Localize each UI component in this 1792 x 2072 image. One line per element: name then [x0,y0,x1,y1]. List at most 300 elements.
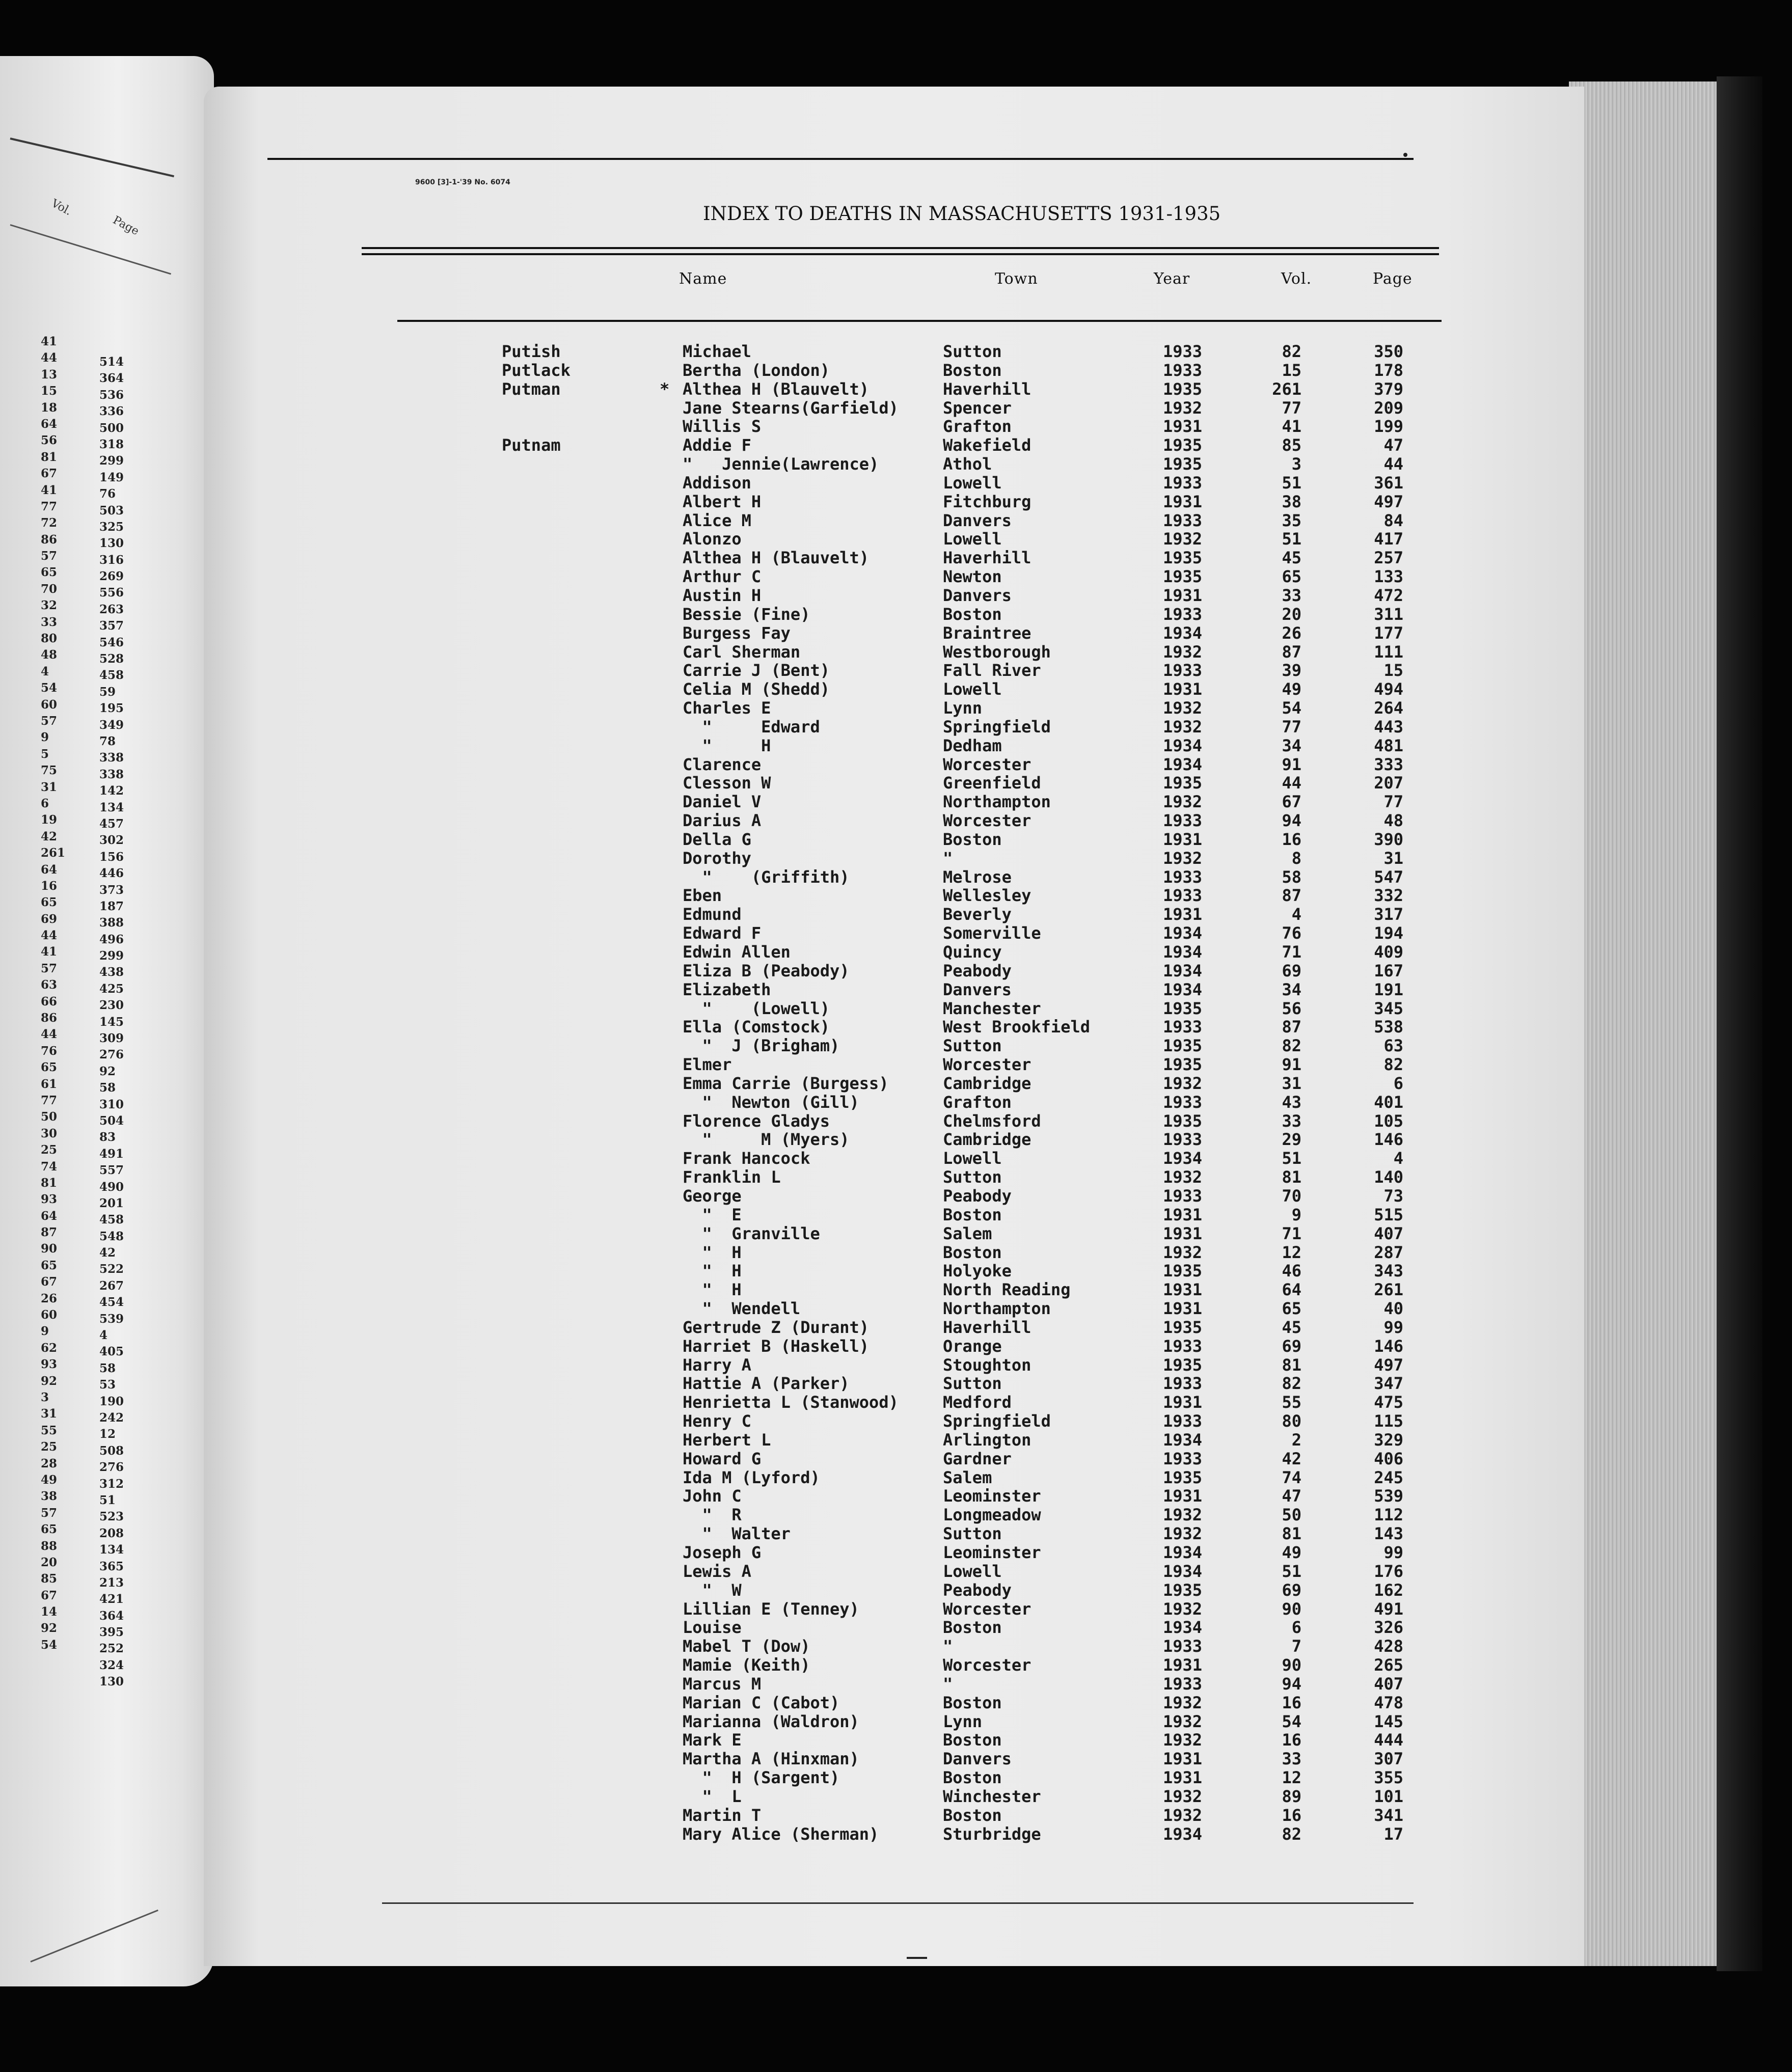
town-cell: " [943,1674,953,1694]
town-cell: " [943,848,953,868]
page-cell: 73 [1383,1186,1403,1206]
town-cell: Newton [943,567,1002,587]
year-cell: 1931 [1162,492,1202,511]
table-row [499,1356,1416,1375]
given-name-cell: Daniel V [683,792,762,812]
year-cell: 1934 [1162,1618,1202,1638]
surname-cell: Putlack [502,360,571,380]
given-name-cell: Eben [683,886,722,906]
vol-cell: 85 [1282,435,1301,455]
left-page-number: 528 [99,652,124,666]
left-vol-number: 4 [41,664,49,678]
town-cell: Boston [943,1693,1002,1712]
page-cell: 145 [1374,1711,1403,1731]
table-row [499,1450,1416,1468]
given-name-cell: Joseph G [683,1543,762,1562]
given-name-cell: " Granville [683,1223,820,1243]
left-vol-number: 41 [41,483,58,497]
left-vol-number: 90 [41,1242,58,1256]
vol-cell: 51 [1282,529,1301,549]
page-cell: 105 [1374,1111,1403,1131]
given-name-cell: " Newton (Gill) [683,1092,859,1112]
town-cell: Holyoke [943,1261,1012,1281]
double-rule-top [362,247,1439,249]
year-cell: 1931 [1162,1393,1202,1412]
page-cell: 287 [1374,1242,1403,1262]
page-cell: 407 [1374,1674,1403,1694]
page-cell: 407 [1374,1223,1403,1243]
vol-cell: 80 [1282,1411,1301,1431]
given-name-cell: Herbert L [683,1430,771,1450]
page-cell: 167 [1374,961,1403,980]
left-vol-number: 54 [41,1638,58,1652]
left-vol-number: 85 [41,1572,58,1586]
left-vol-number: 81 [41,450,58,464]
given-name-cell: Howard G [683,1449,762,1468]
left-page-number: 364 [99,1608,124,1623]
vol-cell: 50 [1282,1505,1301,1525]
page-cell: 99 [1383,1317,1403,1337]
table-row [499,455,1416,474]
left-page-number: 405 [99,1345,124,1359]
left-page-number: 318 [99,437,124,451]
page-cell: 307 [1374,1749,1403,1769]
town-cell: Haverhill [943,548,1031,568]
page-cell: 44 [1383,454,1403,474]
year-cell: 1932 [1162,1711,1202,1731]
town-cell: Boston [943,1768,1002,1788]
left-vol-number: 57 [41,714,58,728]
town-cell: Fitchburg [943,492,1031,511]
page-cell: 409 [1374,942,1403,962]
left-page-number: 208 [99,1526,124,1540]
town-cell: Cambridge [943,1073,1031,1093]
table-row [499,549,1416,567]
vol-cell: 81 [1282,1167,1301,1187]
table-row [499,1600,1416,1619]
left-vol-number: 9 [41,730,49,745]
left-page-number: 546 [99,635,124,649]
left-vol-number: 65 [41,565,58,580]
given-name-cell: Charles E [683,698,771,718]
left-vol-number: 25 [41,1143,58,1157]
town-cell: Winchester [943,1786,1041,1806]
left-page-number: 230 [99,998,124,1013]
table-row [499,1224,1416,1243]
left-page-number: 53 [99,1378,116,1392]
town-cell: Melrose [943,867,1012,887]
town-cell: Athol [943,454,992,474]
table-row [499,1112,1416,1131]
left-vol-number: 6 [41,796,49,810]
town-cell: Haverhill [943,379,1031,399]
page-mark [1403,153,1407,157]
table-row [499,962,1416,980]
year-cell: 1933 [1162,1637,1202,1656]
year-cell: 1932 [1162,1599,1202,1619]
town-cell: Worcester [943,1055,1031,1075]
left-vol-number: 65 [41,1060,58,1075]
town-cell: Manchester [943,998,1041,1018]
left-vol-number: 64 [41,417,58,431]
left-page-number: 388 [99,916,124,930]
left-page-number: 299 [99,949,124,963]
table-row [499,924,1416,943]
page-cell: 481 [1374,735,1403,755]
table-row [499,399,1416,418]
left-page-number: 78 [99,734,116,748]
given-name-cell: Celia M (Shedd) [683,679,830,699]
page-cell: 176 [1374,1561,1403,1581]
table-row [499,1374,1416,1393]
page-cell: 31 [1383,848,1403,868]
left-vol-number: 80 [41,632,58,646]
page-cell: 390 [1374,829,1403,849]
town-cell: Westborough [943,642,1051,662]
page-cell: 84 [1383,510,1403,530]
table-row [499,1675,1416,1694]
year-cell: 1931 [1162,829,1202,849]
given-name-cell: Harry A [683,1355,751,1375]
year-cell: 1935 [1162,1580,1202,1600]
index-table [499,342,1416,1844]
left-page-number: 156 [99,850,124,864]
page-cell: 99 [1383,1543,1403,1562]
given-name-cell: Henry C [683,1411,751,1431]
year-cell: 1933 [1162,1130,1202,1150]
table-row [499,1581,1416,1600]
vol-cell: 69 [1282,1336,1301,1356]
table-row [499,868,1416,887]
page-cell: 428 [1374,1637,1403,1656]
left-vol-number: 49 [41,1473,58,1487]
table-row [499,980,1416,999]
year-cell: 1935 [1162,998,1202,1018]
left-vol-number: 81 [41,1176,58,1190]
page-cell: 494 [1374,679,1403,699]
table-row [499,417,1416,436]
given-name-cell: " (Griffith) [683,867,850,887]
town-cell: Cambridge [943,1130,1031,1150]
page-cell: 406 [1374,1449,1403,1468]
table-row [499,1206,1416,1224]
vol-cell: 76 [1282,923,1301,943]
vol-cell: 42 [1282,1449,1301,1468]
vol-cell: 261 [1272,379,1301,399]
left-page-number: 149 [99,470,124,484]
vol-cell: 33 [1282,1111,1301,1131]
year-cell: 1931 [1162,1655,1202,1675]
left-page-number: 338 [99,767,124,781]
town-cell: Arlington [943,1430,1031,1450]
vol-cell: 46 [1282,1261,1301,1281]
left-page-number: 336 [99,404,124,419]
given-name-cell: Martha A (Hinxman) [683,1749,859,1769]
left-vol-number: 65 [41,895,58,910]
town-cell: Lowell [943,679,1002,699]
table-row [499,661,1416,680]
page-cell: 199 [1374,417,1403,437]
table-row [499,474,1416,493]
left-vol-number: 72 [41,516,58,530]
town-cell: Grafton [943,417,1012,437]
table-row [499,361,1416,380]
year-cell: 1933 [1162,342,1202,361]
left-page-number: 59 [99,685,116,699]
town-cell: Salem [943,1223,992,1243]
page-cell: 539 [1374,1486,1403,1506]
year-cell: 1933 [1162,473,1202,493]
vol-cell: 41 [1282,417,1301,437]
year-cell: 1932 [1162,1805,1202,1825]
town-cell: Lowell [943,529,1002,549]
bottom-rule [382,1902,1414,1904]
left-vol-number: 74 [41,1159,58,1174]
vol-cell: 65 [1282,567,1301,587]
vol-cell: 29 [1282,1130,1301,1150]
given-name-cell: Arthur C [683,567,762,587]
left-vol-number: 57 [41,961,58,975]
left-vol-number: 67 [41,467,58,481]
left-page-rule [10,138,174,177]
year-cell: 1932 [1162,642,1202,662]
page-cell: 177 [1374,623,1403,643]
given-name-cell: " L [683,1786,742,1806]
table-row [499,943,1416,962]
vol-cell: 55 [1282,1393,1301,1412]
year-cell: 1935 [1162,773,1202,793]
left-vol-number: 88 [41,1539,58,1553]
page-cell: 401 [1374,1092,1403,1112]
table-row [499,493,1416,511]
page-cell: 4 [1393,1149,1403,1168]
page-cell: 115 [1374,1411,1403,1431]
left-vol-number: 48 [41,648,58,662]
vol-cell: 4 [1291,905,1301,924]
year-cell: 1931 [1162,417,1202,437]
town-cell: Beverly [943,905,1012,924]
page-cell: 261 [1374,1280,1403,1300]
table-row [499,1018,1416,1037]
given-name-cell: Darius A [683,811,762,831]
table-row [499,643,1416,662]
left-vol-number: 93 [41,1192,58,1207]
left-vol-number: 66 [41,994,58,1008]
town-cell: Boston [943,604,1002,624]
left-page-number: 76 [99,487,116,501]
left-vol-number: 28 [41,1456,58,1470]
surname-cell: Putnam [502,435,561,455]
page-cell: 191 [1374,979,1403,999]
vol-cell: 20 [1282,604,1301,624]
left-page-number: 548 [99,1229,124,1243]
given-name-cell: Marianna (Waldron) [683,1711,859,1731]
town-cell: Northampton [943,1299,1051,1319]
table-row [499,1768,1416,1787]
left-vol-number: 26 [41,1291,58,1305]
vol-cell: 51 [1282,473,1301,493]
left-vol-number: 30 [41,1126,58,1140]
year-cell: 1933 [1162,1374,1202,1394]
given-name-cell: Ida M (Lyford) [683,1467,820,1487]
left-page-number: 324 [99,1658,124,1672]
town-cell: Sutton [943,1167,1002,1187]
column-header-page: Page [1373,270,1413,288]
given-name-cell: Edward F [683,923,762,943]
table-row [499,1130,1416,1149]
book-cover [1717,76,1762,1971]
vol-cell: 3 [1291,454,1301,474]
year-cell: 1933 [1162,1017,1202,1037]
table-row [499,1562,1416,1581]
vol-cell: 90 [1282,1599,1301,1619]
table-row [499,1825,1416,1844]
town-cell: Sutton [943,1036,1002,1056]
town-cell: Danvers [943,979,1012,999]
vol-cell: 69 [1282,1580,1301,1600]
given-name-cell: Marian C (Cabot) [683,1693,840,1712]
left-page-number: 145 [99,1015,124,1029]
town-cell: Haverhill [943,1317,1031,1337]
left-vol-column [41,334,87,1653]
given-name-cell: Emma Carrie (Burgess) [683,1073,889,1093]
left-vol-number: 44 [41,1027,58,1042]
year-cell: 1933 [1162,811,1202,831]
year-cell: 1933 [1162,1449,1202,1468]
town-cell: Peabody [943,1580,1012,1600]
page-cell: 162 [1374,1580,1403,1600]
left-page-number: 201 [99,1196,124,1210]
header-rule [397,320,1442,322]
table-row [499,1318,1416,1337]
page-cell: 140 [1374,1167,1403,1187]
town-cell: Gardner [943,1449,1012,1468]
year-cell: 1932 [1162,792,1202,812]
page-cell: 472 [1374,585,1403,605]
left-vol-number: 92 [41,1621,58,1635]
left-page-number: 276 [99,1048,124,1062]
given-name-cell: Martin T [683,1805,762,1825]
given-name-cell: " H [683,1280,742,1300]
year-cell: 1934 [1162,1430,1202,1450]
given-name-cell: Ella (Comstock) [683,1017,830,1037]
table-row [499,605,1416,624]
left-page-number: 338 [99,751,124,765]
table-row [499,718,1416,737]
left-vol-number: 75 [41,764,58,778]
given-name-cell: Marcus M [683,1674,762,1694]
year-cell: 1935 [1162,567,1202,587]
left-page-number: 557 [99,1163,124,1178]
given-name-cell: " M (Myers) [683,1130,850,1150]
page-cell: 444 [1374,1730,1403,1750]
given-name-cell: Jane Stearns(Garfield) [683,398,899,418]
year-cell: 1933 [1162,360,1202,380]
left-page-number: 438 [99,965,124,979]
left-vol-number: 77 [41,1093,58,1107]
page-cell: 101 [1374,1786,1403,1806]
vol-cell: 16 [1282,1693,1301,1712]
given-name-cell: " J (Brigham) [683,1036,840,1056]
table-row [499,886,1416,905]
table-row [499,1393,1416,1412]
page-cell: 82 [1383,1055,1403,1075]
town-cell: Peabody [943,1186,1012,1206]
vol-cell: 38 [1282,492,1301,511]
page-cell: 207 [1374,773,1403,793]
left-page-number: 142 [99,784,124,798]
page-cell: 361 [1374,473,1403,493]
left-vol-number: 31 [41,780,58,794]
town-cell: Boston [943,829,1002,849]
vol-cell: 51 [1282,1561,1301,1581]
vol-cell: 82 [1282,1036,1301,1056]
page-cell: 491 [1374,1599,1403,1619]
left-vol-number: 67 [41,1588,58,1602]
left-page-number: 446 [99,866,124,881]
town-cell: Braintree [943,623,1031,643]
vol-cell: 82 [1282,1824,1301,1844]
vol-cell: 81 [1282,1355,1301,1375]
town-cell: Danvers [943,585,1012,605]
left-vol-number: 62 [41,1341,58,1355]
town-cell: Sutton [943,342,1002,361]
town-cell: Boston [943,1805,1002,1825]
table-row [499,1431,1416,1450]
given-name-cell: Albert H [683,492,762,511]
left-page-number: 425 [99,982,124,996]
left-vol-number: 70 [41,582,58,596]
left-vol-number: 56 [41,433,58,448]
vol-cell: 71 [1282,942,1301,962]
table-row [499,1074,1416,1093]
page-cell: 326 [1374,1618,1403,1638]
surname-cell: Putman [502,379,561,399]
left-vol-number: 67 [41,1275,58,1289]
page-cell: 63 [1383,1036,1403,1056]
left-page-number: 58 [99,1081,116,1095]
vol-cell: 6 [1291,1618,1301,1638]
given-name-cell: Addie F [683,435,751,455]
given-name-cell: " Wendell [683,1299,801,1319]
left-vol-number: 14 [41,1605,58,1619]
year-cell: 1935 [1162,1467,1202,1487]
town-cell: Greenfield [943,773,1041,793]
form-number: 9600 [3]-1-'39 No. 6074 [415,178,510,186]
left-page-number: 357 [99,619,124,633]
given-name-cell: Edmund [683,905,742,924]
given-name-cell: John C [683,1486,742,1506]
year-cell: 1932 [1162,717,1202,737]
table-row [499,567,1416,586]
year-cell: 1934 [1162,942,1202,962]
table-row [499,793,1416,811]
given-name-cell: Clesson W [683,773,771,793]
town-cell: Leominster [943,1486,1041,1506]
year-cell: 1932 [1162,1505,1202,1525]
given-name-cell: Bertha (London) [683,360,830,380]
town-cell: Lowell [943,1149,1002,1168]
vol-cell: 45 [1282,1317,1301,1337]
left-page-number: 92 [99,1064,116,1078]
given-name-cell: Gertrude Z (Durant) [683,1317,870,1337]
town-cell: Grafton [943,1092,1012,1112]
vol-cell: 15 [1282,360,1301,380]
given-name-cell: Burgess Fay [683,623,791,643]
left-vol-number: 86 [41,1011,58,1025]
town-cell: Boston [943,1618,1002,1638]
table-row [499,905,1416,924]
